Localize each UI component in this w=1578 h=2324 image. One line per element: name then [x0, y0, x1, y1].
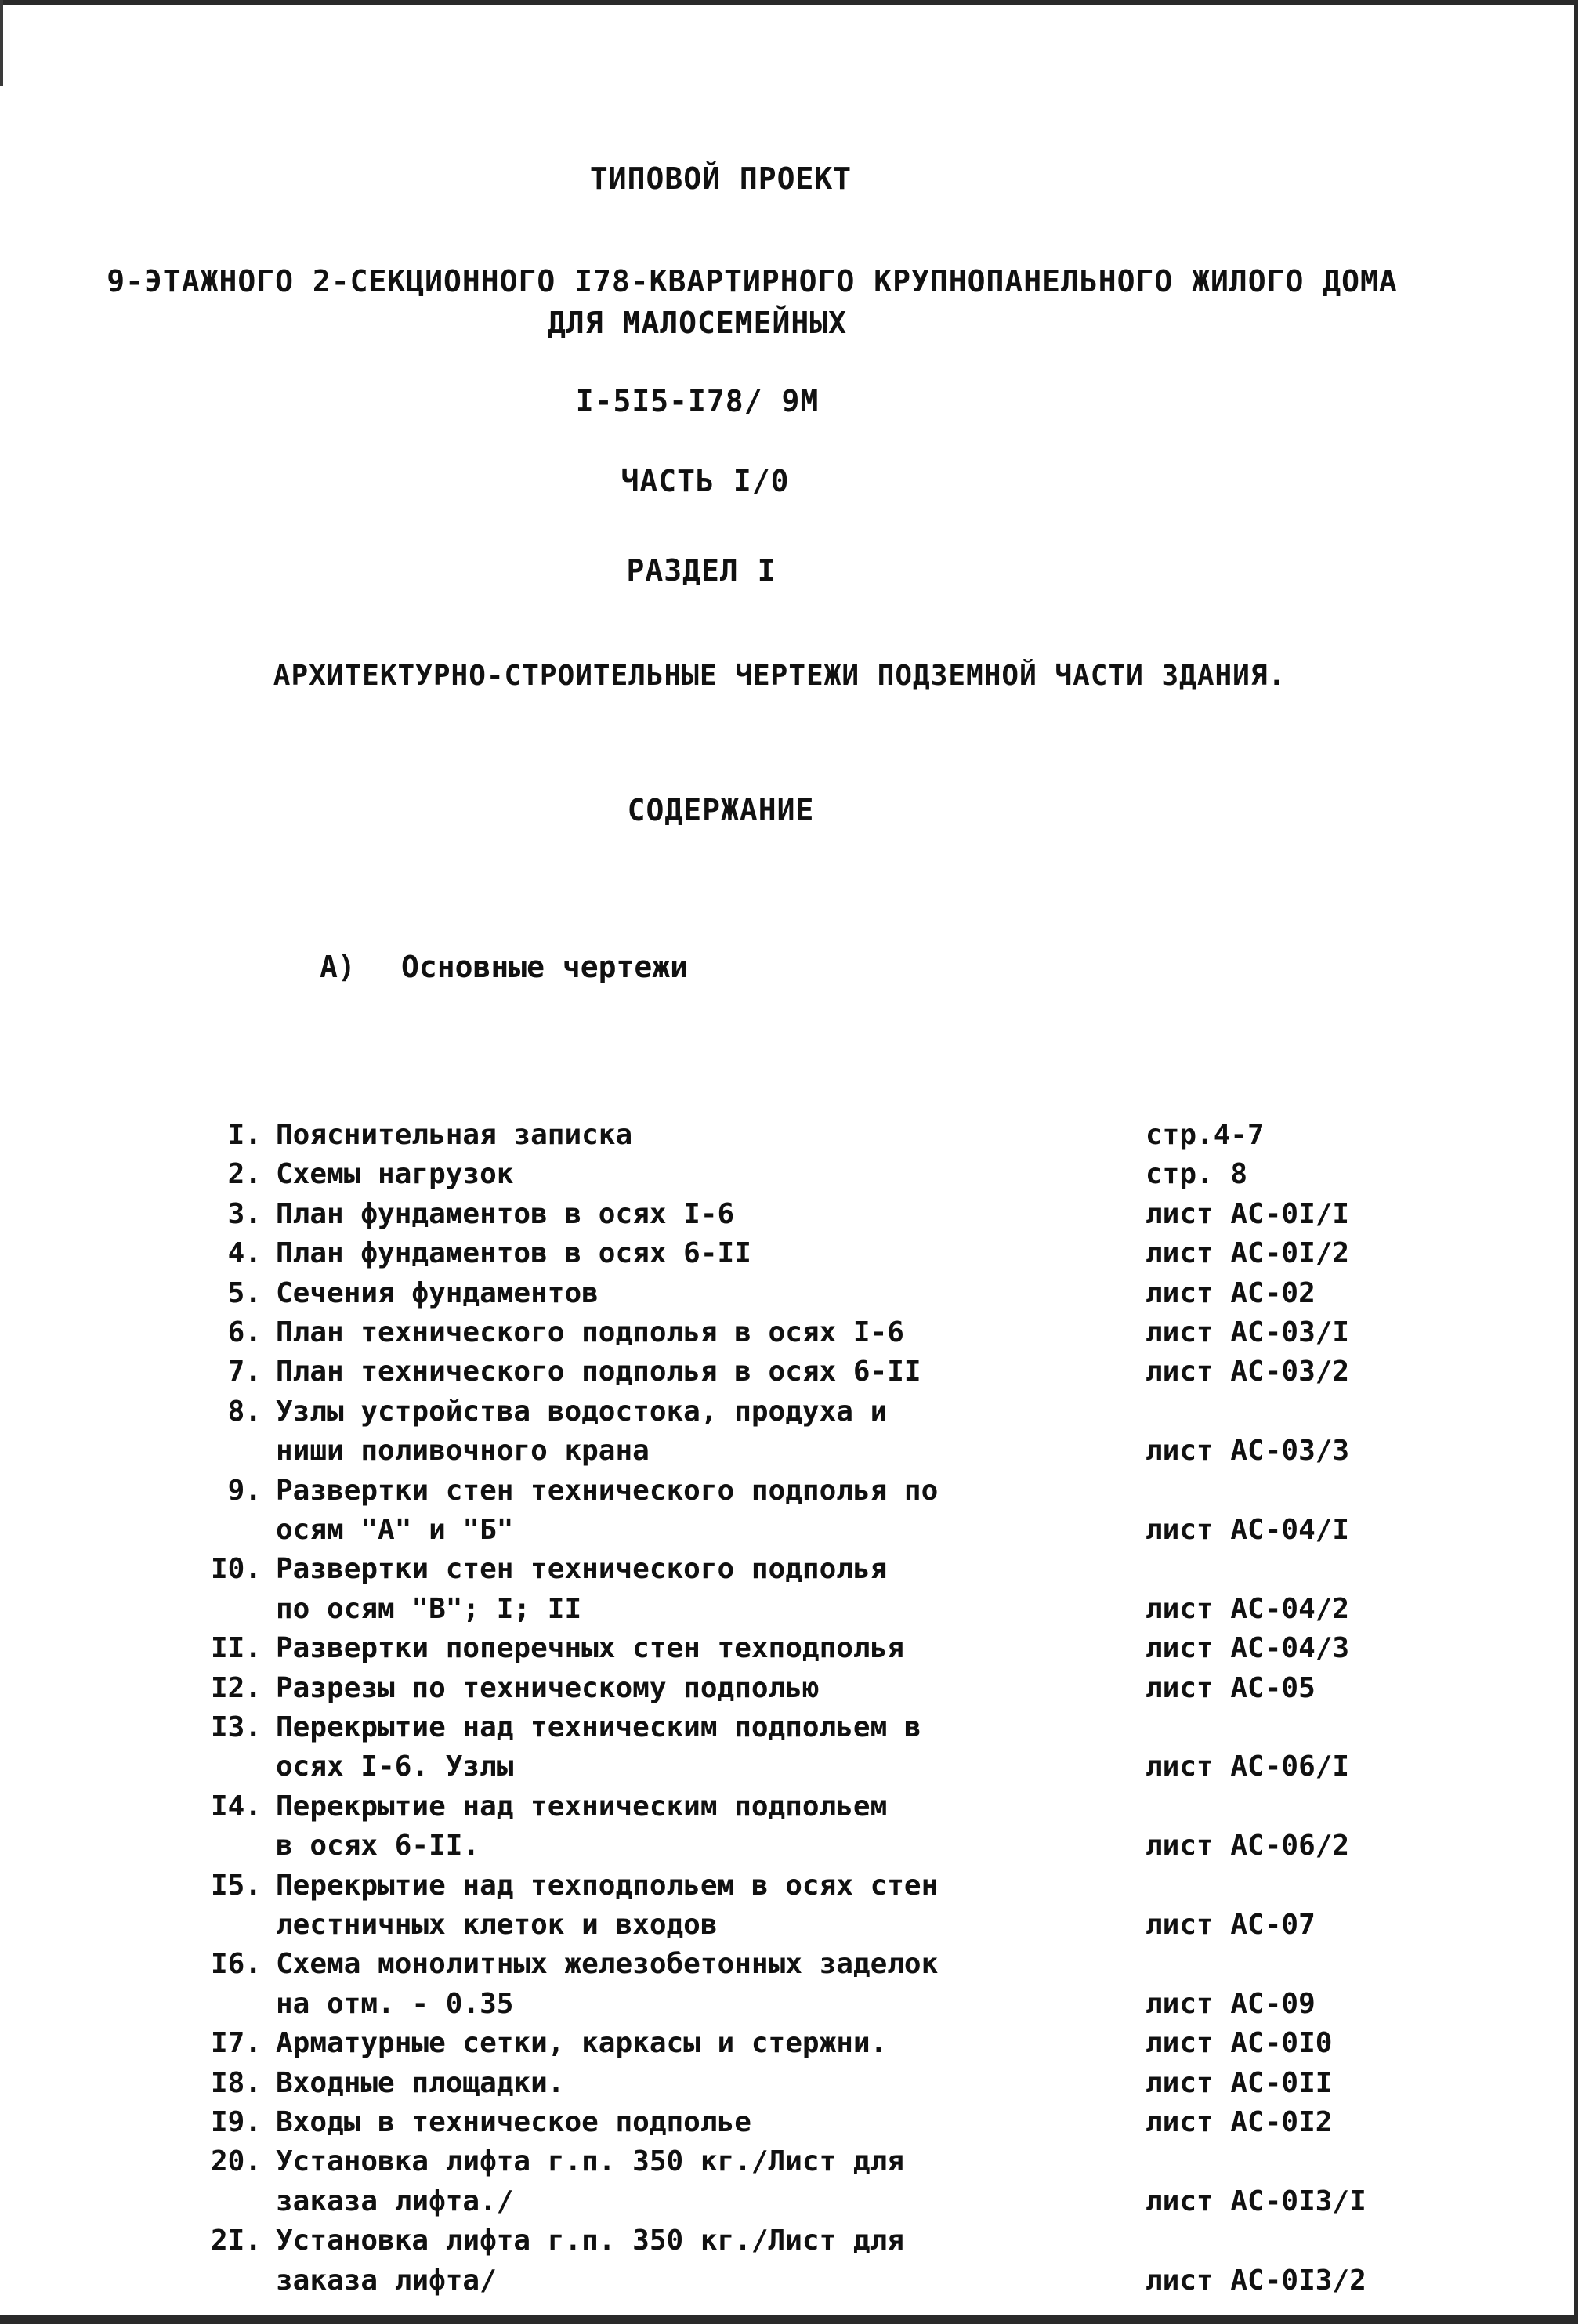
- toc-entry-title: Развертки стен технического подполья по: [276, 1474, 939, 1507]
- toc-entry-number: 4.: [227, 1237, 262, 1270]
- toc-entry-number: I4.: [210, 1790, 262, 1823]
- section-a-label: Основные чертежи: [401, 950, 689, 984]
- toc-entry-title: по осям "В"; I; II: [276, 1592, 582, 1625]
- toc-entry-sheet-ref: стр. 8: [1145, 1158, 1248, 1191]
- document-title: ТИПОВОЙ ПРОЕКТ: [589, 161, 852, 196]
- toc-entry-title: Входные площадки.: [276, 2066, 565, 2099]
- toc-entry-number: II.: [210, 1632, 262, 1665]
- part-label: ЧАСТЬ I/0: [621, 464, 790, 498]
- toc-entry-sheet-ref: лист АС-06/2: [1145, 1830, 1350, 1862]
- document-subtitle-line2: ДЛЯ МАЛОСЕМЕЙНЫХ: [547, 306, 848, 340]
- toc-entry-sheet-ref: лист АС-0II: [1145, 2066, 1333, 2099]
- section-a-letter: А): [320, 950, 356, 984]
- toc-entry-number: I9.: [210, 2106, 262, 2138]
- toc-entry-sheet-ref: лист АС-05: [1145, 1671, 1316, 1704]
- toc-entry-sheet-ref: лист АС-04/2: [1145, 1592, 1350, 1625]
- scan-border-right: [1574, 0, 1578, 2324]
- toc-entry-title: Установка лифта г.п. 350 кг./Лист для: [276, 2224, 904, 2257]
- toc-entry-number: 2I.: [210, 2224, 262, 2257]
- toc-entry-number: I.: [227, 1119, 262, 1151]
- toc-entry-sheet-ref: стр.4-7: [1145, 1119, 1265, 1151]
- toc-entry-title: Узлы устройства водостока, продуха и: [276, 1395, 888, 1428]
- section-description: АРХИТЕКТУРНО-СТРОИТЕЛЬНЫЕ ЧЕРТЕЖИ ПОДЗЕМНОЙ ЧАСТИ ЗДАНИЯ.: [273, 660, 1287, 692]
- toc-entry-title: на отм. - 0.35: [276, 1987, 514, 2020]
- toc-entry-title: План фундаментов в осях 6-II: [276, 1237, 751, 1270]
- toc-entry-title: осям "А" и "Б": [276, 1513, 514, 1546]
- toc-entry-number: 6.: [227, 1316, 262, 1348]
- toc-entry-title: Установка лифта г.п. 350 кг./Лист для: [276, 2145, 904, 2178]
- toc-entry-title: лестничных клеток и входов: [276, 1908, 718, 1941]
- toc-entry-sheet-ref: лист АС-07: [1145, 1908, 1316, 1941]
- toc-entry-title: Развертки поперечных стен техподполья: [276, 1632, 904, 1665]
- toc-entry-title: осях I-6. Узлы: [276, 1750, 514, 1783]
- scan-border-bottom: [0, 2315, 1578, 2324]
- toc-entry-number: 5.: [227, 1276, 262, 1309]
- toc-entry-number: I0.: [210, 1553, 262, 1586]
- toc-entry-sheet-ref: лист АС-04/3: [1145, 1632, 1350, 1665]
- toc-entry-title: План технического подполья в осях 6-II: [276, 1356, 921, 1388]
- toc-entry-title: Сечения фундаментов: [276, 1276, 599, 1309]
- toc-entry-number: 2.: [227, 1158, 262, 1191]
- toc-entry-number: 3.: [227, 1197, 262, 1230]
- toc-entry-title: Развертки стен технического подполья: [276, 1553, 888, 1586]
- toc-entry-sheet-ref: лист АС-03/3: [1145, 1435, 1350, 1468]
- scan-border-left: [0, 0, 3, 86]
- section-a-heading: [320, 950, 688, 984]
- scan-border-top: [0, 0, 1578, 5]
- toc-entry-sheet-ref: лист АС-0I2: [1145, 2106, 1333, 2138]
- toc-entry-title: Схемы нагрузок: [276, 1158, 514, 1191]
- toc-entry-sheet-ref: лист АС-03/I: [1145, 1316, 1350, 1348]
- toc-entry-title: Перекрытие над техподпольем в осях стен: [276, 1869, 939, 1902]
- toc-entry-title: Входы в техническое подполье: [276, 2106, 751, 2138]
- project-code: I-5I5-I78/ 9М: [575, 384, 820, 418]
- toc-entry-sheet-ref: лист АС-09: [1145, 1987, 1316, 2020]
- toc-entry-title: Перекрытие над техническим подпольем: [276, 1790, 888, 1823]
- toc-entry-sheet-ref: лист АС-0I/2: [1145, 1237, 1350, 1270]
- toc-entry-sheet-ref: лист АС-02: [1145, 1276, 1316, 1309]
- toc-entry-sheet-ref: лист АС-0I/I: [1145, 1197, 1350, 1230]
- toc-entry-title: заказа лифта./: [276, 2185, 514, 2217]
- section-label: РАЗДЕЛ I: [626, 553, 776, 588]
- document-subtitle-line1: 9-ЭТАЖНОГО 2-СЕКЦИОННОГО I78-КВАРТИРНОГО КРУПНОПАНЕЛЬНОГО ЖИЛОГО ДОМА: [107, 264, 1398, 299]
- toc-entry-number: I8.: [210, 2066, 262, 2099]
- toc-entry-number: 7.: [227, 1356, 262, 1388]
- toc-entry-number: I7.: [210, 2027, 262, 2060]
- toc-entry-title: Арматурные сетки, каркасы и стержни.: [276, 2027, 888, 2060]
- toc-entry-sheet-ref: лист АС-03/2: [1145, 1356, 1350, 1388]
- toc-entry-title: ниши поливочного крана: [276, 1435, 650, 1468]
- toc-entry-title: Разрезы по техническому подполью: [276, 1671, 820, 1704]
- toc-entry-number: 20.: [210, 2145, 262, 2178]
- toc-entry-number: I5.: [210, 1869, 262, 1902]
- toc-entry-title: Пояснительная записка: [276, 1119, 633, 1151]
- toc-entry-sheet-ref: лист АС-0I3/2: [1145, 2264, 1366, 2297]
- toc-entry-title: План фундаментов в осях I-6: [276, 1197, 735, 1230]
- toc-entry-sheet-ref: лист АС-0I0: [1145, 2027, 1333, 2060]
- toc-entry-title: Перекрытие над техническим подпольем в: [276, 1711, 921, 1743]
- toc-entry-number: I3.: [210, 1711, 262, 1743]
- toc-entry-sheet-ref: лист АС-06/I: [1145, 1750, 1350, 1783]
- toc-entry-title: в осях 6-II.: [276, 1830, 480, 1862]
- toc-entry-title: План технического подполья в осях I-6: [276, 1316, 904, 1348]
- toc-entry-sheet-ref: лист АС-0I3/I: [1145, 2185, 1366, 2217]
- toc-entry-number: I2.: [210, 1671, 262, 1704]
- toc-entry-number: I6.: [210, 1948, 262, 1981]
- toc-entry-sheet-ref: лист АС-04/I: [1145, 1513, 1350, 1546]
- toc-entry-title: заказа лифта/: [276, 2264, 497, 2297]
- contents-heading: СОДЕРЖАНИЕ: [627, 793, 815, 827]
- toc-entry-number: 8.: [227, 1395, 262, 1428]
- toc-entry-number: 9.: [227, 1474, 262, 1507]
- toc-entry-title: Схема монолитных железобетонных заделок: [276, 1948, 939, 1981]
